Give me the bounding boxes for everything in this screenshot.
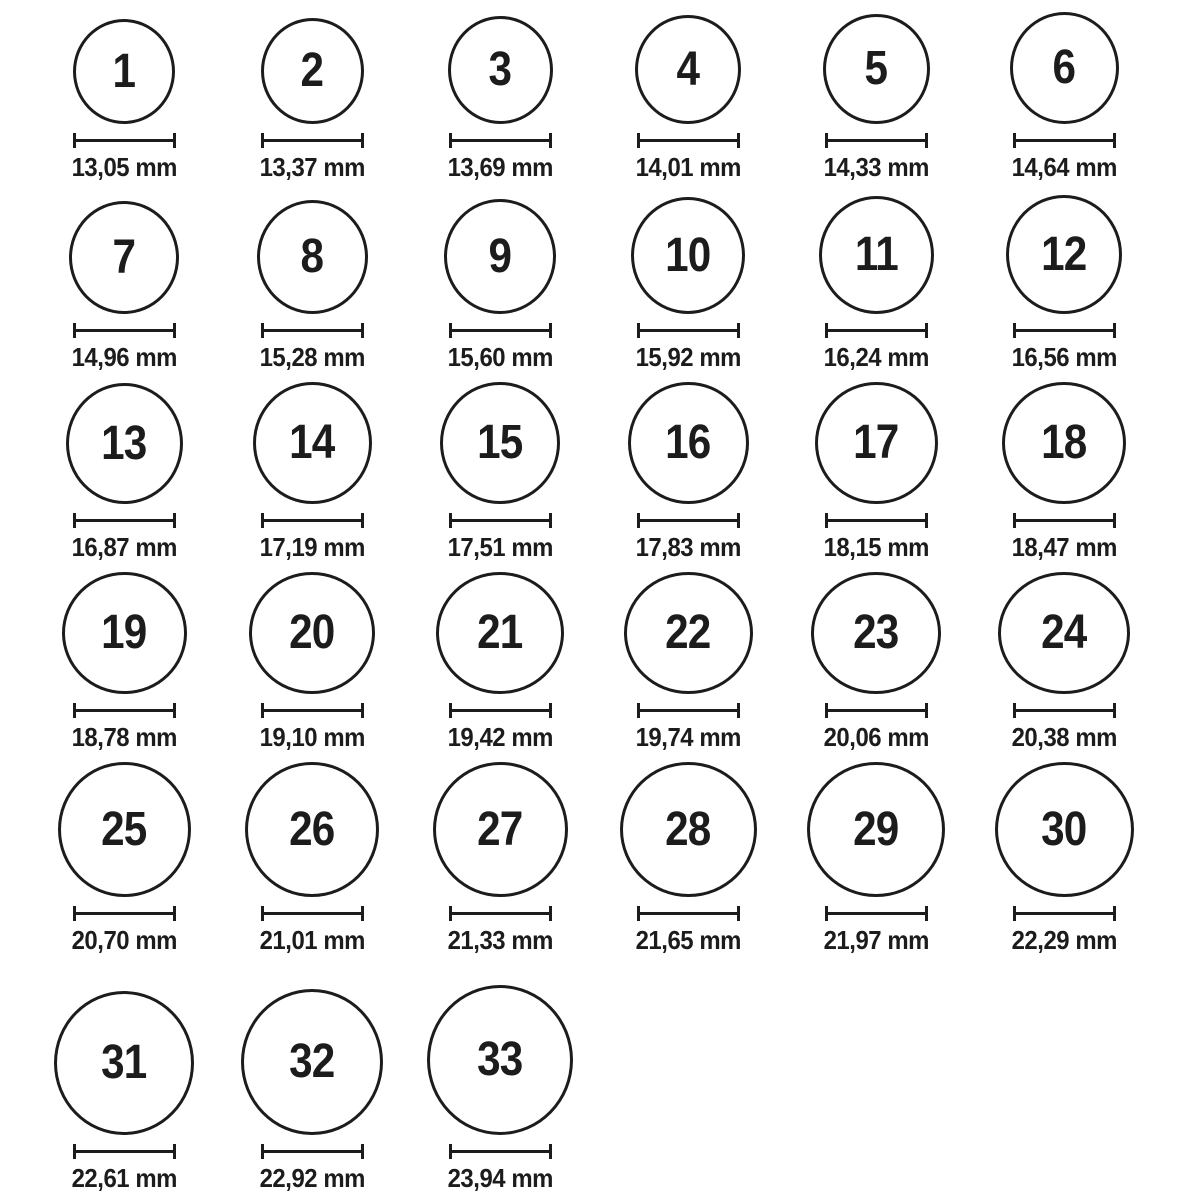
measure-tick-right (925, 703, 928, 718)
size-number: 30 (1041, 802, 1087, 856)
ring-circle (823, 14, 930, 124)
ring-circle (436, 572, 564, 694)
size-number: 2 (300, 44, 324, 98)
diameter-measure-line (261, 133, 364, 148)
diameter-measure-line (73, 133, 176, 148)
measure-bar (640, 329, 737, 332)
ring-size-item (30, 572, 218, 762)
diameter-label: 19,42 mm (447, 722, 553, 753)
ring-size-item (30, 382, 218, 572)
measure-tick-right (925, 133, 928, 148)
ring-size-item (218, 192, 406, 382)
diameter-label: 13,05 mm (71, 152, 177, 183)
size-number: 9 (488, 229, 512, 283)
ring-circle (998, 572, 1130, 694)
ring-circle (249, 572, 375, 694)
ring-circle (58, 762, 191, 897)
measure-tick-right (737, 513, 740, 528)
measure-bar (452, 329, 549, 332)
diameter-label: 19,10 mm (259, 722, 365, 753)
diameter-label: 20,06 mm (823, 722, 929, 753)
size-number: 7 (112, 230, 136, 284)
ring-circle (819, 196, 934, 314)
measure-tick-right (549, 1144, 552, 1159)
measure-tick-right (361, 906, 364, 921)
measure-tick-right (549, 513, 552, 528)
size-number: 14 (289, 416, 335, 470)
size-number: 11 (854, 228, 898, 282)
measure-bar (1016, 139, 1113, 142)
measure-tick-right (737, 133, 740, 148)
diameter-measure-line (261, 703, 364, 718)
ring-size-item (782, 382, 970, 572)
ring-circle (73, 19, 175, 124)
measure-tick-right (173, 513, 176, 528)
measure-tick-right (1113, 323, 1116, 338)
diameter-label: 21,65 mm (635, 925, 741, 956)
measure-bar (640, 709, 737, 712)
measure-tick-right (549, 703, 552, 718)
measure-tick-right (925, 323, 928, 338)
size-number: 29 (853, 802, 899, 856)
diameter-label: 22,29 mm (1011, 925, 1117, 956)
diameter-measure-line (449, 906, 552, 921)
ring-circle (628, 382, 749, 504)
diameter-measure-line (637, 703, 740, 718)
ring-size-item (406, 572, 594, 762)
ring-circle (1010, 12, 1119, 124)
ring-size-item (594, 2, 782, 192)
diameter-label: 17,83 mm (635, 532, 741, 563)
measure-bar (264, 1150, 361, 1153)
measure-bar (264, 139, 361, 142)
measure-bar (452, 709, 549, 712)
diameter-measure-line (449, 1144, 552, 1159)
size-number: 4 (676, 42, 700, 96)
diameter-label: 14,64 mm (1011, 152, 1117, 183)
diameter-label: 13,37 mm (259, 152, 365, 183)
measure-tick-right (1113, 513, 1116, 528)
ring-size-item (594, 192, 782, 382)
size-number: 21 (477, 606, 523, 660)
diameter-measure-line (825, 323, 928, 338)
diameter-measure-line (261, 513, 364, 528)
ring-size-item (406, 382, 594, 572)
measure-tick-right (361, 133, 364, 148)
diameter-measure-line (637, 513, 740, 528)
ring-size-item (970, 762, 1158, 965)
measure-tick-right (1113, 133, 1116, 148)
ring-circle (1002, 382, 1126, 504)
size-number: 17 (853, 416, 899, 470)
measure-bar (264, 329, 361, 332)
size-number: 6 (1052, 41, 1076, 95)
ring-circle (257, 200, 368, 314)
size-number: 5 (864, 42, 888, 96)
diameter-label: 20,70 mm (71, 925, 177, 956)
diameter-measure-line (825, 906, 928, 921)
diameter-measure-line (261, 906, 364, 921)
ring-size-item (406, 762, 594, 965)
measure-tick-right (1113, 703, 1116, 718)
ring-circle (66, 383, 183, 504)
diameter-label: 21,33 mm (447, 925, 553, 956)
diameter-measure-line (1013, 323, 1116, 338)
diameter-label: 17,19 mm (259, 532, 365, 563)
measure-bar (828, 329, 925, 332)
ring-circle (54, 991, 194, 1135)
diameter-label: 15,28 mm (259, 342, 365, 373)
diameter-measure-line (73, 703, 176, 718)
ring-circle (62, 572, 187, 694)
measure-bar (452, 139, 549, 142)
ring-size-item (406, 192, 594, 382)
diameter-label: 22,92 mm (259, 1163, 365, 1194)
diameter-measure-line (637, 323, 740, 338)
ring-circle (631, 197, 745, 314)
ring-size-item (782, 2, 970, 192)
measure-bar (828, 519, 925, 522)
diameter-measure-line (73, 513, 176, 528)
size-number: 12 (1041, 227, 1087, 281)
measure-tick-right (1113, 906, 1116, 921)
diameter-measure-line (449, 703, 552, 718)
ring-circle (444, 199, 556, 314)
diameter-label: 21,97 mm (823, 925, 929, 956)
measure-tick-right (737, 906, 740, 921)
ring-size-item (30, 2, 218, 192)
ring-size-item (406, 2, 594, 192)
size-number: 8 (300, 230, 324, 284)
measure-bar (452, 519, 549, 522)
diameter-measure-line (73, 323, 176, 338)
size-number: 22 (665, 606, 711, 660)
size-number: 23 (853, 606, 899, 660)
measure-bar (640, 519, 737, 522)
measure-bar (76, 329, 173, 332)
ring-circle (433, 762, 568, 897)
diameter-label: 20,38 mm (1011, 722, 1117, 753)
diameter-label: 18,15 mm (823, 532, 929, 563)
measure-bar (1016, 329, 1113, 332)
measure-bar (640, 912, 737, 915)
size-number: 25 (101, 802, 147, 856)
ring-circle (245, 762, 379, 897)
size-number: 32 (289, 1035, 335, 1089)
diameter-measure-line (825, 703, 928, 718)
size-number: 3 (488, 43, 512, 97)
measure-tick-right (925, 906, 928, 921)
measure-bar (828, 709, 925, 712)
measure-tick-right (361, 1144, 364, 1159)
diameter-measure-line (73, 906, 176, 921)
ring-size-item (30, 192, 218, 382)
diameter-label: 22,61 mm (71, 1163, 177, 1194)
size-number: 26 (289, 802, 335, 856)
diameter-measure-line (449, 513, 552, 528)
measure-tick-right (549, 133, 552, 148)
diameter-label: 18,78 mm (71, 722, 177, 753)
ring-circle (69, 201, 179, 314)
diameter-label: 23,94 mm (447, 1163, 553, 1194)
diameter-label: 16,56 mm (1011, 342, 1117, 373)
measure-tick-right (173, 323, 176, 338)
size-number: 20 (289, 606, 335, 660)
diameter-measure-line (1013, 703, 1116, 718)
diameter-label: 16,24 mm (823, 342, 929, 373)
measure-bar (264, 709, 361, 712)
ring-size-item (30, 762, 218, 965)
size-number: 13 (101, 416, 147, 470)
diameter-label: 19,74 mm (635, 722, 741, 753)
measure-bar (264, 519, 361, 522)
diameter-measure-line (1013, 133, 1116, 148)
ring-size-item (782, 572, 970, 762)
diameter-label: 21,01 mm (259, 925, 365, 956)
measure-bar (1016, 912, 1113, 915)
diameter-measure-line (449, 323, 552, 338)
measure-bar (452, 912, 549, 915)
measure-tick-right (549, 323, 552, 338)
ring-circle (1006, 195, 1122, 314)
ring-size-item (970, 572, 1158, 762)
size-number: 33 (477, 1033, 523, 1087)
diameter-label: 15,92 mm (635, 342, 741, 373)
diameter-measure-line (825, 133, 928, 148)
ring-circle (253, 382, 372, 504)
ring-circle (807, 762, 945, 897)
ring-size-item (782, 762, 970, 965)
diameter-measure-line (825, 513, 928, 528)
size-number: 15 (477, 416, 523, 470)
measure-bar (828, 139, 925, 142)
size-number: 16 (665, 416, 711, 470)
measure-tick-right (173, 703, 176, 718)
ring-size-item (218, 572, 406, 762)
size-number: 31 (101, 1036, 147, 1090)
size-number: 19 (101, 606, 147, 660)
ring-circle (624, 572, 753, 694)
measure-tick-right (925, 513, 928, 528)
ring-circle (620, 762, 757, 897)
diameter-label: 16,87 mm (71, 532, 177, 563)
ring-circle (241, 989, 383, 1135)
measure-tick-right (361, 703, 364, 718)
measure-bar (1016, 709, 1113, 712)
ring-circle (427, 985, 573, 1135)
size-number: 27 (477, 802, 523, 856)
ring-circle (448, 16, 553, 124)
diameter-measure-line (73, 1144, 176, 1159)
ring-size-item (594, 382, 782, 572)
measure-tick-right (549, 906, 552, 921)
measure-bar (76, 709, 173, 712)
ring-circle (261, 18, 364, 124)
measure-bar (1016, 519, 1113, 522)
diameter-label: 17,51 mm (447, 532, 553, 563)
diameter-label: 14,33 mm (823, 152, 929, 183)
size-number: 1 (112, 44, 136, 98)
diameter-label: 13,69 mm (447, 152, 553, 183)
measure-bar (76, 139, 173, 142)
measure-tick-right (361, 513, 364, 528)
ring-circle (815, 382, 938, 504)
measure-bar (452, 1150, 549, 1153)
ring-size-item (218, 965, 406, 1200)
measure-tick-right (737, 323, 740, 338)
ring-size-item (970, 192, 1158, 382)
diameter-measure-line (261, 1144, 364, 1159)
ring-size-item (594, 762, 782, 965)
diameter-label: 14,01 mm (635, 152, 741, 183)
ring-circle (635, 15, 741, 124)
measure-tick-right (173, 906, 176, 921)
diameter-measure-line (1013, 906, 1116, 921)
diameter-label: 18,47 mm (1011, 532, 1117, 563)
ring-size-item (30, 965, 218, 1200)
measure-tick-right (173, 1144, 176, 1159)
diameter-label: 14,96 mm (71, 342, 177, 373)
ring-circle (995, 762, 1134, 897)
diameter-measure-line (261, 323, 364, 338)
ring-size-item (218, 762, 406, 965)
measure-bar (76, 519, 173, 522)
measure-tick-right (173, 133, 176, 148)
ring-circle (811, 572, 941, 694)
size-number: 24 (1041, 606, 1087, 660)
measure-bar (828, 912, 925, 915)
measure-bar (76, 1150, 173, 1153)
diameter-measure-line (1013, 513, 1116, 528)
ring-size-item (218, 382, 406, 572)
measure-bar (264, 912, 361, 915)
ring-size-item (782, 192, 970, 382)
measure-tick-right (361, 323, 364, 338)
size-number: 10 (665, 228, 711, 282)
diameter-measure-line (637, 906, 740, 921)
ring-size-item (406, 965, 594, 1200)
diameter-label: 15,60 mm (447, 342, 553, 373)
measure-bar (76, 912, 173, 915)
diameter-measure-line (449, 133, 552, 148)
diameter-measure-line (637, 133, 740, 148)
ring-size-item (594, 572, 782, 762)
measure-tick-right (737, 703, 740, 718)
ring-size-item (970, 2, 1158, 192)
size-number: 18 (1041, 416, 1087, 470)
ring-size-item (218, 2, 406, 192)
measure-bar (640, 139, 737, 142)
size-number: 28 (665, 802, 711, 856)
ring-size-item (970, 382, 1158, 572)
ring-circle (440, 382, 560, 504)
